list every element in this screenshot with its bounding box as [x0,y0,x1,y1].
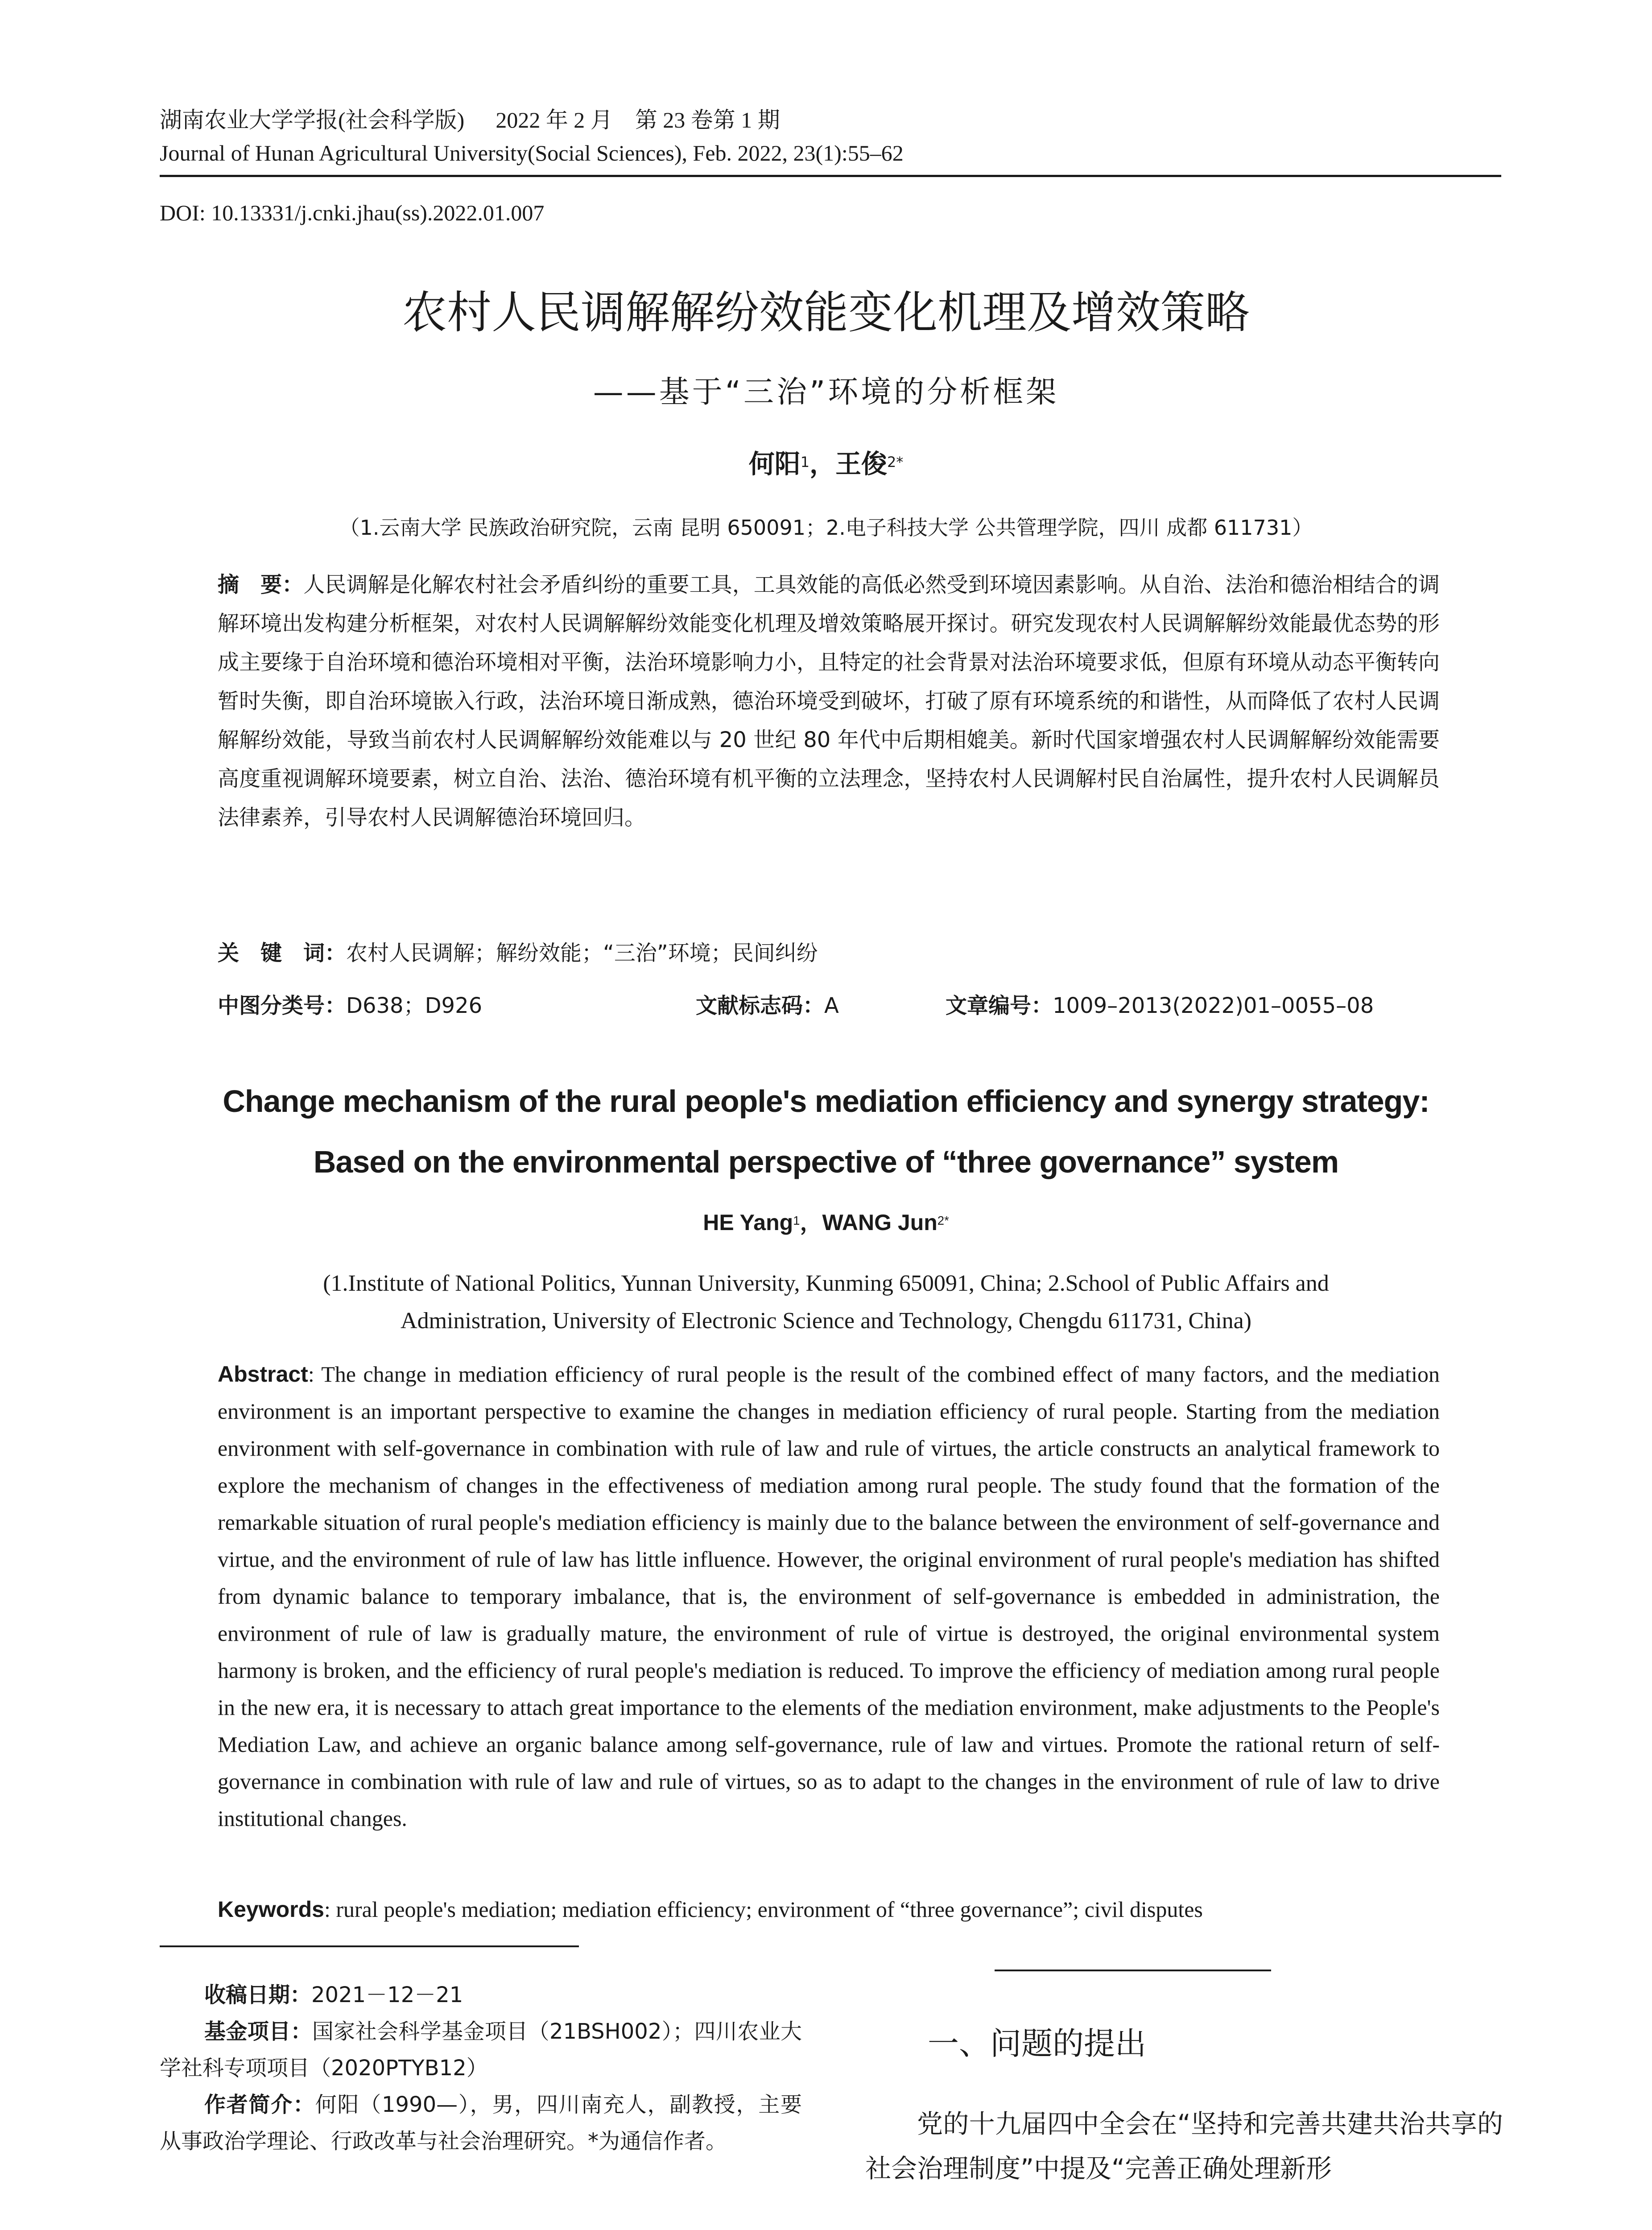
running-header-cn [160,105,780,135]
doi: DOI: 10.13331/j.cnki.jhau(ss).2022.01.007 [160,200,545,225]
issue-date-cn: 2022 年 2 月 [496,107,613,132]
body-paragraph: 党的十九届四中全会在“坚持和完善共建共治共享的社会治理制度”中提及“完善正确处理新形 [865,2109,1503,2184]
abstract-label-cn: 摘 要： [218,572,304,597]
received-label: 收稿日期： [204,1982,312,2007]
bio-text: 何阳（1990—），男，四川南充人，副教授，主要从事政治学理论、行政改革与社会治理研究。*为通信作者。 [160,2092,802,2154]
keywords-label-en: Keywords [218,1897,324,1922]
abstract-text-en: : The change in mediation efficiency of rural people is the result of the combined effect of many factors, and the mediation environment is an important perspective to examine the changes in mediation efficiency of rural people. Starting from the mediation environment with self-governance in combination with rule of law and rule of virtues, the article constructs an analytical framework to explore the mechanism of changes in the effectiveness of mediation among rural people. The study found that the formation of the remarkable situation of rural people's mediation efficiency is mainly due to the balance between the environment of self-governance and virtue, and the environment of rule of law has little influence. However, the original environment of rural people's mediation has shifted from dynamic balance to temporary imbalance, that is, the environment of self-governance is embedded in administration, the environment of rule of law is gradually mature, the environment of rule of virtue is destroyed, the original environmental system harmony is broken, and the efficiency of rural people's mediation is reduced. To improve the efficiency of mediation among rural people in the new era, it is necessary to attach great importance to the elements of the mediation environment, make adjustments to the People's Mediation Law, and achieve an organic balance among self-governance, rule of law and virtues. Promote the rational return of self-governance in combination with rule of law and rule of virtues, so as to adapt to the changes in the environment of rule of law to drive institutional changes. [218,1362,1440,1831]
author-2-marker: 2* [887,454,904,471]
clc-label: 中图分类号： [218,993,347,1018]
abstract-en [218,1356,1440,1837]
bio-label: 作者简介： [204,2092,315,2117]
title-en-line-2: Based on the environmental perspective of “three governance” system [313,1144,1339,1179]
author-1-en-marker: 1 [793,1214,800,1227]
article-number-value: 1009–2013(2022)01–0055–08 [1053,993,1374,1018]
header-rule [160,175,1501,177]
affiliations-en: (1.Institute of National Politics, Yunnan University, Kunming 650091, China; 2.School of Public Affairs and Administration, University of Electronic Science and Technology, Chengdu 611731, China) [323,1271,1329,1334]
author-2-cn: 王俊 [835,449,888,479]
subtitle-cn: ——基于“三治”环境的分析框架 [593,375,1059,410]
article-number [946,990,1374,1021]
author-separator: ， [809,449,836,479]
journal-name-cn: 湖南农业大学学报(社会科学版) [160,107,465,132]
clc-number [218,990,482,1021]
affiliations-cn: （1.云南大学 民族政治研究院，云南 昆明 650091；2.电子科技大学 公共管理学院，四川 成都 611731） [339,516,1313,540]
authors-en [0,1207,1652,1238]
keywords-text-cn: 农村人民调解；解纷效能；“三治”环境；民间纠纷 [346,941,818,966]
author-1-marker: 1 [800,454,810,471]
author-separator-en: ， [800,1210,822,1235]
fund-text: 国家社会科学基金项目（21BSH002）；四川农业大学社科专项项目（2020PTYB12） [160,2019,802,2081]
clc-value: D638；D926 [346,993,483,1018]
author-1-cn: 何阳 [748,449,801,479]
footnote-author-bio [160,2086,802,2160]
title-en-line-1: Change mechanism of the rural people's mediation efficiency and synergy strategy: [223,1084,1429,1119]
abstract-text-cn: 人民调解是化解农村社会矛盾纠纷的重要工具，工具效能的高低必然受到环境因素影响。从自治、法治和德治相结合的调解环境出发构建分析框架，对农村人民调解解纷效能变化机理及增效策略展开探讨。研究发现农村人民调解解纷效能最优态势的形成主要缘于自治环境和德治环境相对平衡，法治环境影响力小，且特定的社会背景对法治环境要求低，但原有环境从动态平衡转向暂时失衡，即自治环境嵌入行政，法治环境日渐成熟，德治环境受到破坏，打破了原有环境系统的和谐性，从而降低了农村人民调解解纷效能，导致当前农村人民调解解纷效能难以与 20 世纪 80 年代中后期相媲美。新时代国家增强农村人民调解解纷效能需要高度重视调解环境要素，树立自治、法治、德治环境有机平衡的立法理念，坚持农村人民调解村民自治属性，提升农村人民调解员法律素养，引导农村人民调解德治环境回归。 [218,572,1440,830]
author-2-en-marker: 2* [937,1214,949,1227]
footnote-rule [160,1945,579,1947]
document-code-value: A [824,993,839,1018]
volume-issue-cn: 第 23 卷第 1 期 [635,107,780,132]
keywords-cn [218,937,818,969]
abstract-cn [218,566,1440,837]
footnotes [160,1977,802,2160]
keywords-text-en: : rural people's mediation; mediation efficiency; environment of “three governance”; civil disputes [324,1897,1203,1922]
received-date: 2021－12－21 [311,1982,463,2007]
abstract-label-en: Abstract [218,1362,308,1387]
keywords-en [218,1894,1440,1925]
section-heading: 一、问题的提出 [928,2025,1146,2062]
fund-label: 基金项目： [204,2019,312,2044]
footnote-received [160,1977,802,2013]
keywords-label-cn: 关 键 词： [218,941,347,966]
column-rule [995,1970,1271,1971]
authors-cn [0,446,1652,482]
document-code-label: 文献标志码： [696,993,825,1018]
document-code [696,990,839,1021]
article-number-label: 文章编号： [946,993,1053,1018]
title-cn: 农村人民调解解纷效能变化机理及增效策略 [402,286,1250,339]
author-2-en: WANG Jun [822,1210,938,1235]
footnote-fund [160,2013,802,2086]
section-body [865,2102,1503,2191]
author-1-en: HE Yang [703,1210,793,1235]
running-header-en: Journal of Hunan Agricultural University(Social Sciences), Feb. 2022, 23(1):55–62 [160,140,904,165]
